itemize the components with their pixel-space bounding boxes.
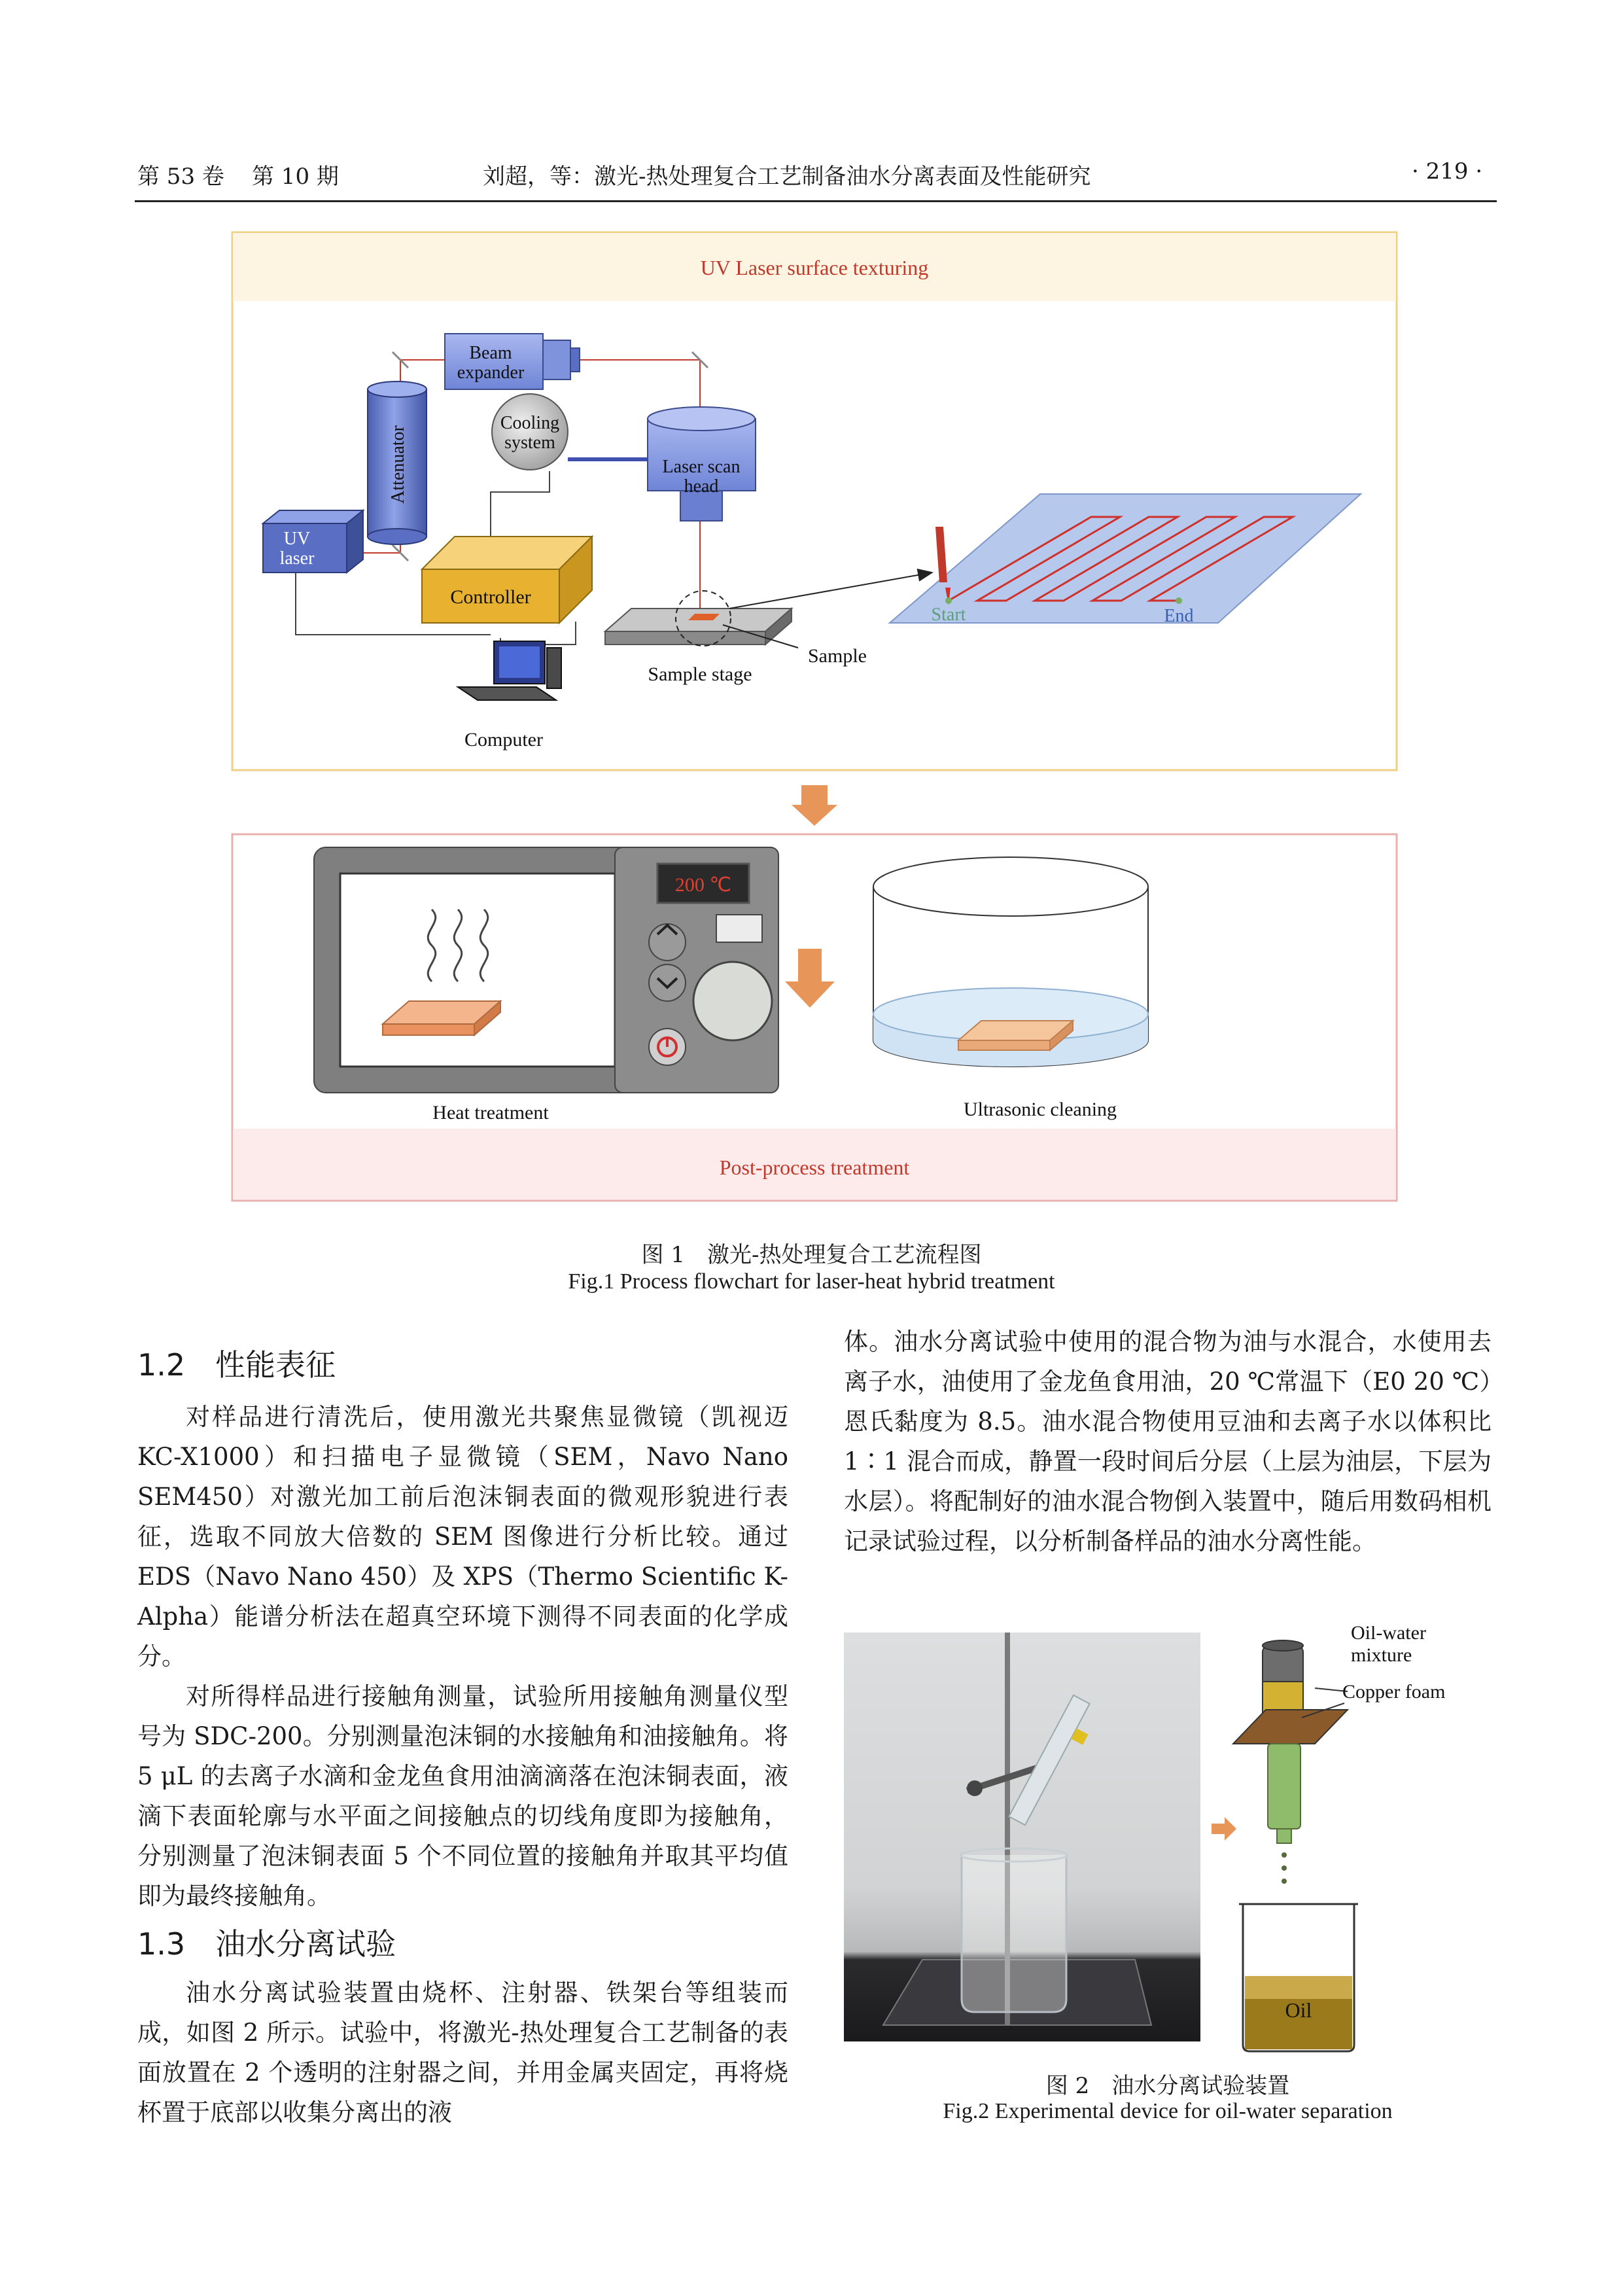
svg-text:Controller: Controller bbox=[450, 586, 531, 608]
section-1-2-heading: 1.2 性能表征 bbox=[137, 1347, 336, 1383]
svg-text:expander: expander bbox=[457, 362, 525, 383]
header-rule bbox=[135, 200, 1497, 202]
post-process-panel-title: Post-process treatment bbox=[719, 1156, 910, 1179]
sample-label: Sample bbox=[808, 645, 867, 667]
uv-laser bbox=[263, 510, 363, 573]
svg-text:head: head bbox=[684, 476, 719, 497]
svg-text:system: system bbox=[504, 433, 555, 453]
svg-text:UV: UV bbox=[283, 529, 311, 549]
svg-text:Start: Start bbox=[931, 605, 966, 625]
heat-treatment-label: Heat treatment bbox=[432, 1102, 549, 1123]
header-page-number: · 219 · bbox=[1412, 158, 1483, 185]
svg-text:Computer: Computer bbox=[464, 729, 543, 751]
section-1-2-paragraph-2: 对所得样品进行接触角测量，试验所用接触角测量仪型号为 SDC-200。分别测量泡沫铜的水接触角和油接触角。将 5 μL 的去离子水滴和金龙鱼食用油滴滴落在泡沫铜表面，液滴下表面轮廓与水平面之间接触点的切线角度即为接触角，分别测量了泡沫铜表面 5 个不同位置的接触角并取其平均值即为最终接触角。 bbox=[137, 1682, 788, 1910]
svg-text:Beam: Beam bbox=[469, 343, 512, 363]
header-issue: 第 10 期 bbox=[252, 164, 339, 190]
svg-text:laser: laser bbox=[279, 548, 315, 569]
copper-foam-label: Copper foam bbox=[1342, 1681, 1446, 1703]
section-1-3-body-right: 体。油水分离试验中使用的混合物为油与水混合，水使用去离子水，油使用了金龙鱼食用油，20 ℃常温下（E0 20 ℃）恩氏黏度为 8.5。油水混合物使用豆油和去离子水以体积比 1∶1 混合而成，静置一段时间后分层（上层为油层，下层为水层）。将配制好的油水混合物倒入装置中，随后用数码相机记录试验过程，以分析制备样品的油水分离性能。 bbox=[844, 1328, 1492, 1555]
svg-text:Attenuator: Attenuator bbox=[388, 425, 408, 504]
svg-text:mixture: mixture bbox=[1351, 1644, 1412, 1666]
header-title: 刘超，等：激光-热处理复合工艺制备油水分离表面及性能研究 bbox=[483, 164, 1091, 190]
heat-treatment-oven bbox=[314, 847, 778, 1123]
figure-1 bbox=[229, 229, 1400, 1204]
ultrasonic-cleaning-label: Ultrasonic cleaning bbox=[963, 1099, 1117, 1120]
svg-text:Cooling: Cooling bbox=[500, 413, 560, 433]
section-1-2-body bbox=[137, 1397, 788, 1916]
oil-label: Oil bbox=[1285, 1998, 1312, 2022]
laser-texturing-panel-title: UV Laser surface texturing bbox=[700, 256, 929, 279]
section-1-2-paragraph-1: 对样品进行清洗后，使用激光共聚焦显微镜（凯视迈 KC-X1000）和扫描电子显微镜（SEM，Navo Nano SEM450）对激光加工前后泡沫铜表面的微观形貌进行表征，选取不同放大倍数的 SEM 图像进行分析比较。通过 EDS（Navo Nano 450）及 XPS（Thermo Scientific K-Alpha）能谱分析法在超真空环境下测得不同表面的化学成分。 bbox=[137, 1403, 788, 1670]
experimental-device-photo bbox=[844, 1633, 1200, 2041]
section-1-3-heading: 1.3 油水分离试验 bbox=[137, 1926, 396, 1962]
figure-1-caption-en: Fig.1 Process flowchart for laser-heat hybrid treatment bbox=[568, 1269, 1055, 1294]
svg-text:Oil-water: Oil-water bbox=[1351, 1626, 1426, 1644]
figure-2-arrow bbox=[1212, 1816, 1238, 1842]
attenuator bbox=[368, 381, 427, 544]
header-volume: 第 53 卷 bbox=[137, 164, 224, 190]
figure-2-caption-en: Fig.2 Experimental device for oil-water separation bbox=[943, 2099, 1393, 2123]
oil-water-separation-schematic bbox=[1230, 1626, 1505, 2058]
section-1-3-body-left: 油水分离试验装置由烧杯、注射器、铁架台等组装而成，如图 2 所示。试验中，将激光-热处理复合工艺制备的表面放置在 2 个透明的注射器之间，并用金属夹固定，再将烧杯置于底部以收集分离出的液 bbox=[137, 1979, 788, 2127]
svg-text:Laser scan: Laser scan bbox=[662, 457, 741, 477]
figure-2-caption-cn: 图 2 油水分离试验装置 bbox=[1045, 2073, 1290, 2099]
svg-text:Sample stage: Sample stage bbox=[648, 663, 752, 685]
svg-text:End: End bbox=[1164, 606, 1194, 626]
figure-1-caption-cn: 图 1 激光-热处理复合工艺流程图 bbox=[641, 1242, 982, 1268]
controller bbox=[422, 537, 592, 623]
experimental-device-photo-drawing bbox=[844, 1633, 1200, 2041]
process-flow-arrow bbox=[792, 785, 837, 826]
oven-temperature-display: 200 ℃ bbox=[674, 874, 732, 896]
